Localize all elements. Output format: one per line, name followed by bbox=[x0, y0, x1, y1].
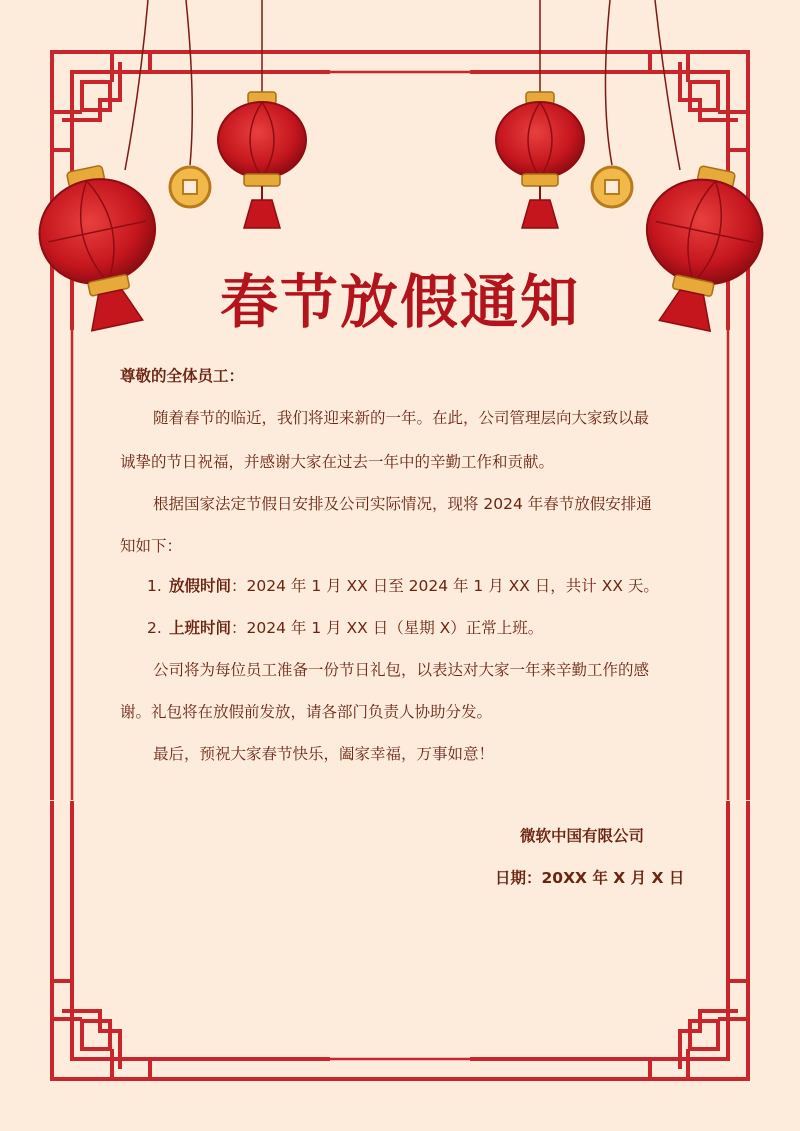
paragraph-3-line-1: 公司将为每位员工准备一份节日礼包，以表达对大家一年来辛勤工作的感 bbox=[153, 661, 650, 679]
paragraph-4: 最后，预祝大家春节快乐，阖家幸福，万事如意！ bbox=[153, 745, 495, 763]
list-item bbox=[147, 616, 543, 638]
lantern-icon bbox=[496, 92, 584, 228]
paragraph-1-line-1: 随着春节的临近，我们将迎来新的一年。在此，公司管理层向大家致以最 bbox=[153, 409, 650, 427]
salutation: 尊敬的全体员工： bbox=[120, 367, 245, 385]
list-item-number: 2. bbox=[147, 619, 162, 637]
paragraph-2-line-2: 知如下： bbox=[120, 537, 183, 555]
lantern-icon bbox=[218, 92, 306, 228]
paragraph-1-line-2: 诚挚的节日祝福，并感谢大家在过去一年中的辛勤工作和贡献。 bbox=[120, 453, 555, 471]
list-item-text: ：2024 年 1 月 XX 日（星期 X）正常上班。 bbox=[231, 619, 544, 637]
lattice-corner-bottom-left bbox=[52, 801, 330, 1079]
notice-title: 春节放假通知 bbox=[219, 268, 580, 336]
list-item-label: 上班时间 bbox=[169, 619, 232, 637]
paragraph-2-line-1: 根据国家法定节假日安排及公司实际情况，现将 2024 年春节放假安排通 bbox=[153, 495, 652, 513]
coin-icon bbox=[170, 167, 210, 207]
list-item-label: 放假时间 bbox=[169, 577, 232, 595]
list-item bbox=[147, 574, 659, 596]
company-name: 微软中国有限公司 bbox=[520, 827, 645, 845]
list-item-text: ：2024 年 1 月 XX 日至 2024 年 1 月 XX 日，共计 XX 天。 bbox=[231, 577, 659, 595]
paragraph-3-line-2: 谢。礼包将在放假前发放，请各部门负责人协助分发。 bbox=[120, 703, 493, 721]
coin-icon bbox=[592, 167, 632, 207]
notice-date: 日期：20XX 年 X 月 X 日 bbox=[495, 869, 685, 887]
list-item-number: 1. bbox=[147, 577, 162, 595]
